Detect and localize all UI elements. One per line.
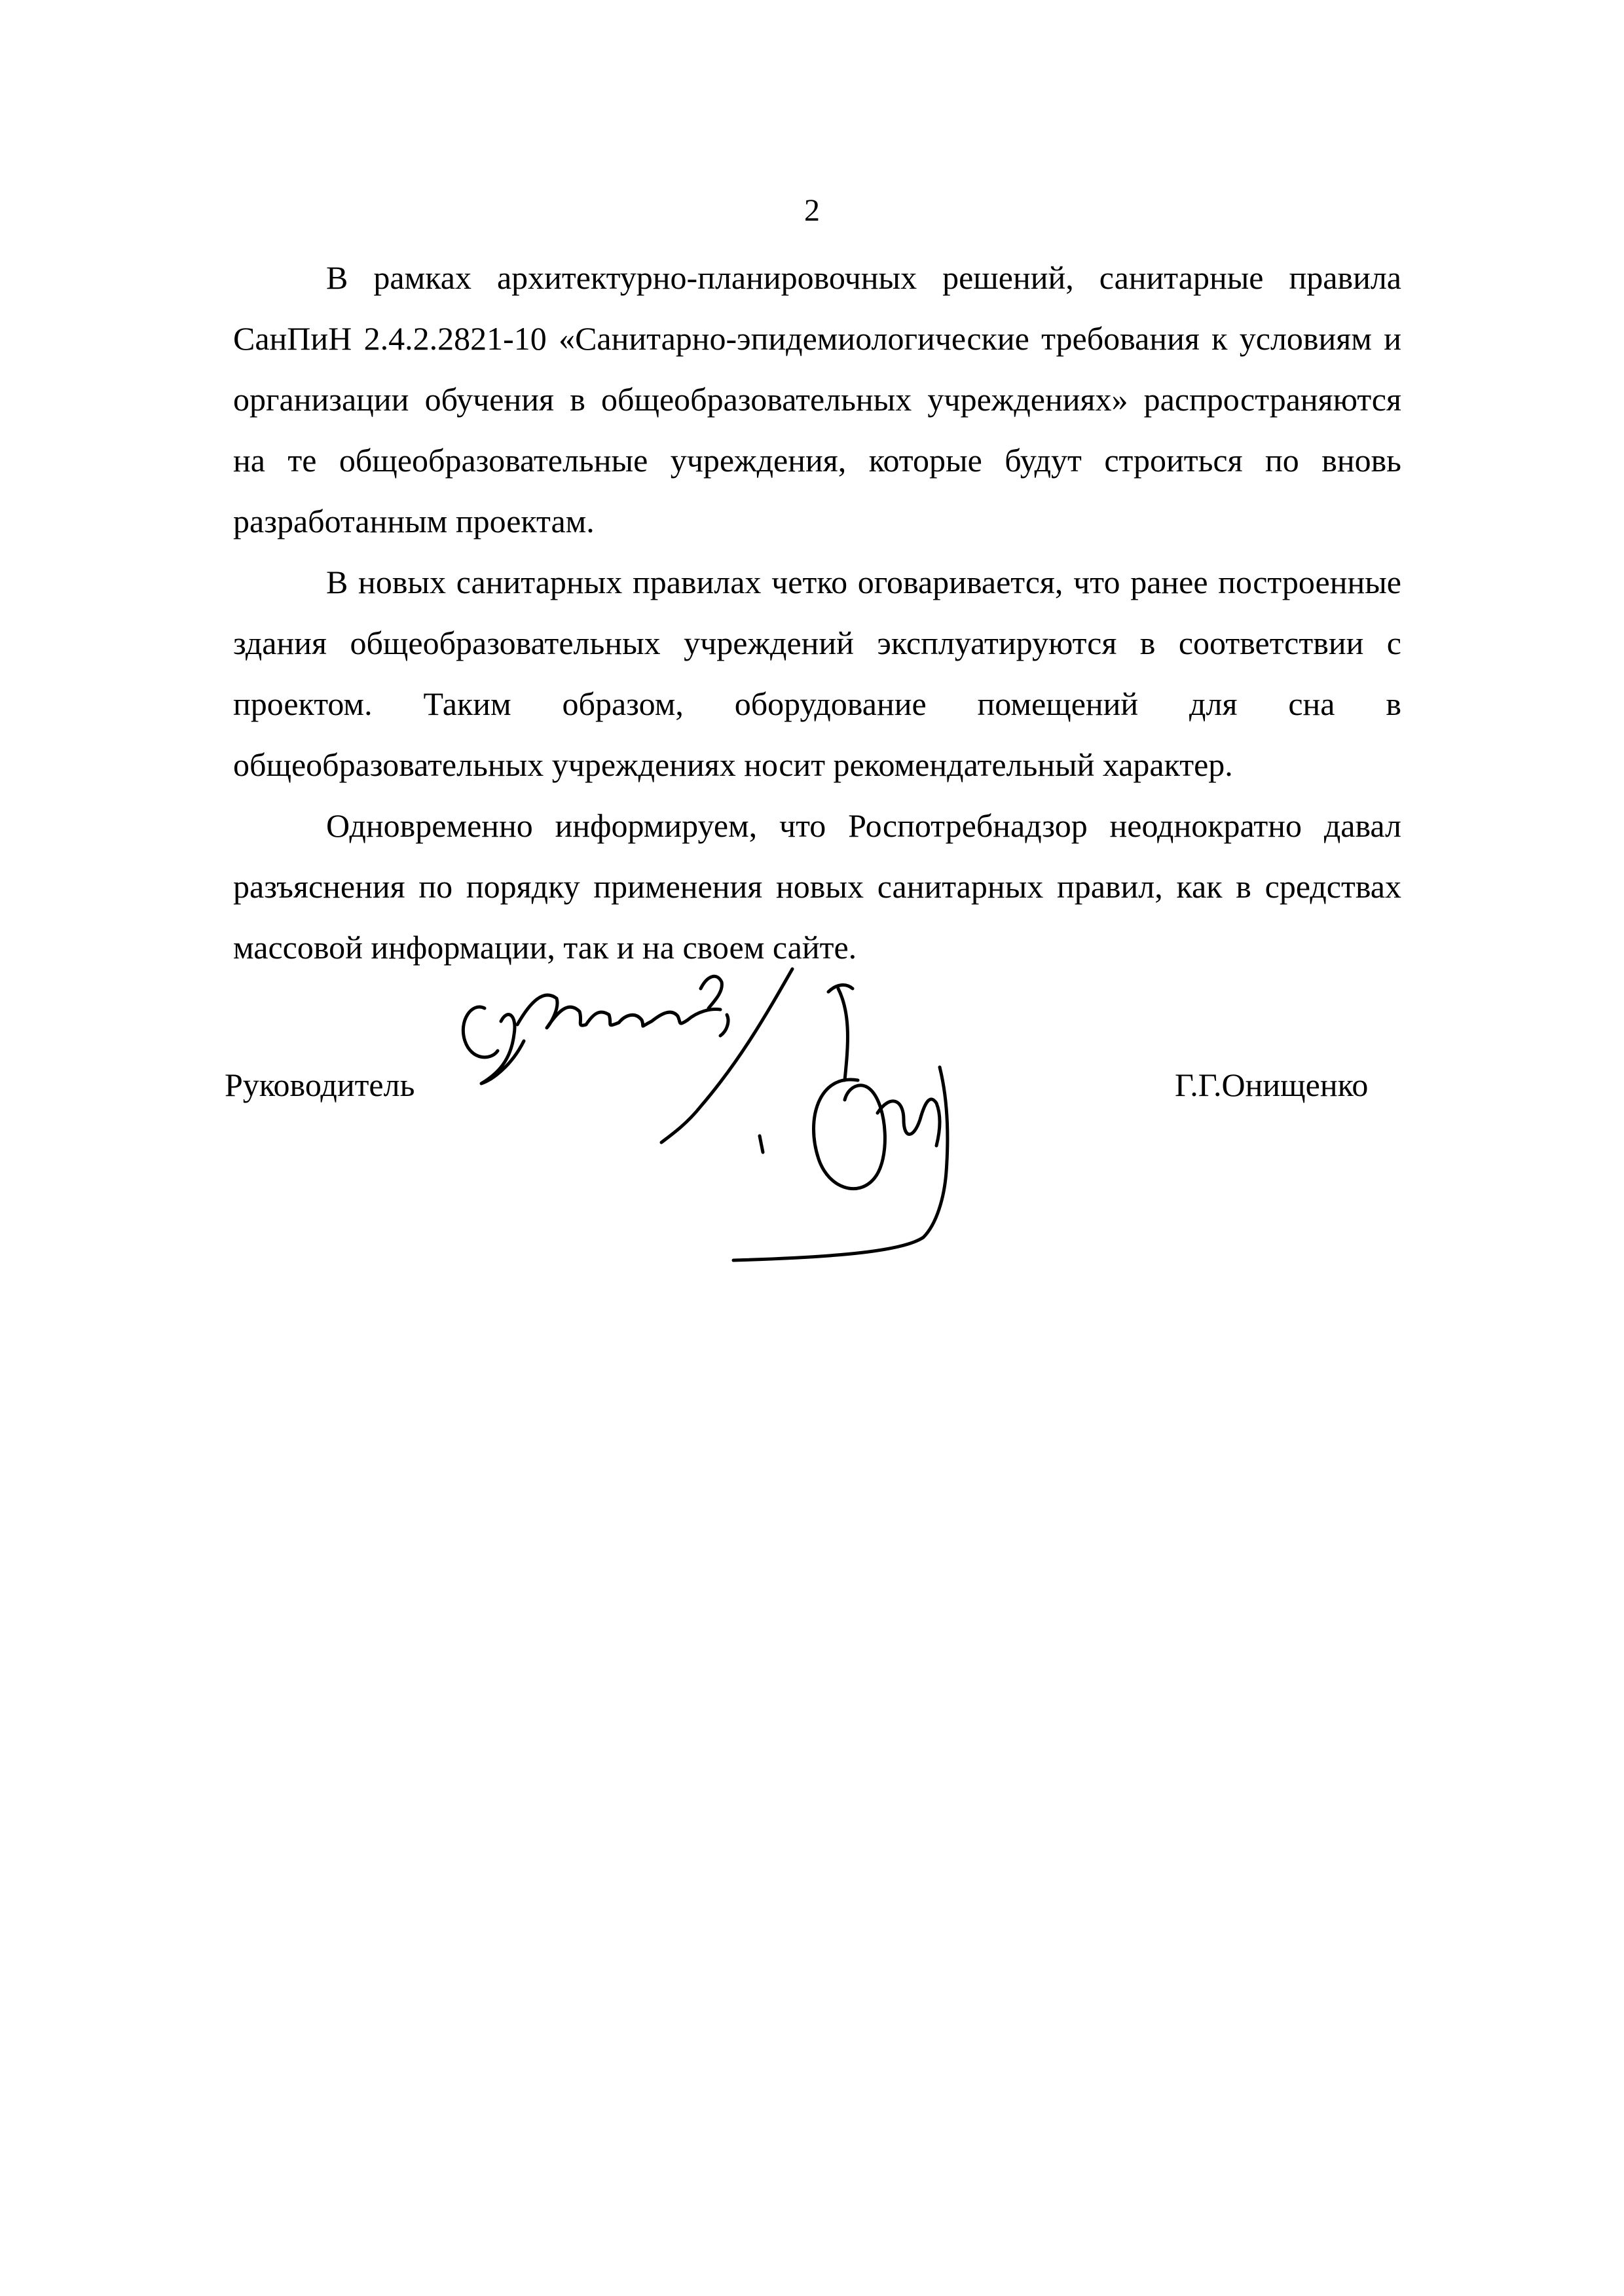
signer-name: Г.Г.Онищенко — [1175, 1066, 1369, 1103]
page-number: 2 — [804, 193, 820, 228]
handwritten-signature — [452, 962, 1028, 1264]
paragraph-3: Одновременно информируем, что Роспотребнадзор неоднократно давал разъяснения по порядку применения новых санитарных правил, как в средствах массовой информации, так и на своем сайте. — [233, 807, 1401, 966]
paragraph-2: В новых санитарных правилах четко оговаривается, что ранее построенные здания общеобразовательных учреждений эксплуатируются в соответствии с проектом. Таким образом, оборудование помещений для сна в общеобразовательных учреждениях носит рекомендательный характер. — [233, 564, 1401, 783]
letter-body — [233, 247, 1401, 978]
paragraph-1: В рамках архитектурно-планировочных решений, санитарные правила СанПиН 2.4.2.2821-10 «Санитарно-эпидемиологические требования к условиям и организации обучения в общеобразовательных учреждениях» распространяются на те общеобразовательные учреждения, которые будут строиться по вновь разработанным проектам. — [233, 259, 1401, 539]
signer-position: Руководитель — [225, 1066, 415, 1103]
